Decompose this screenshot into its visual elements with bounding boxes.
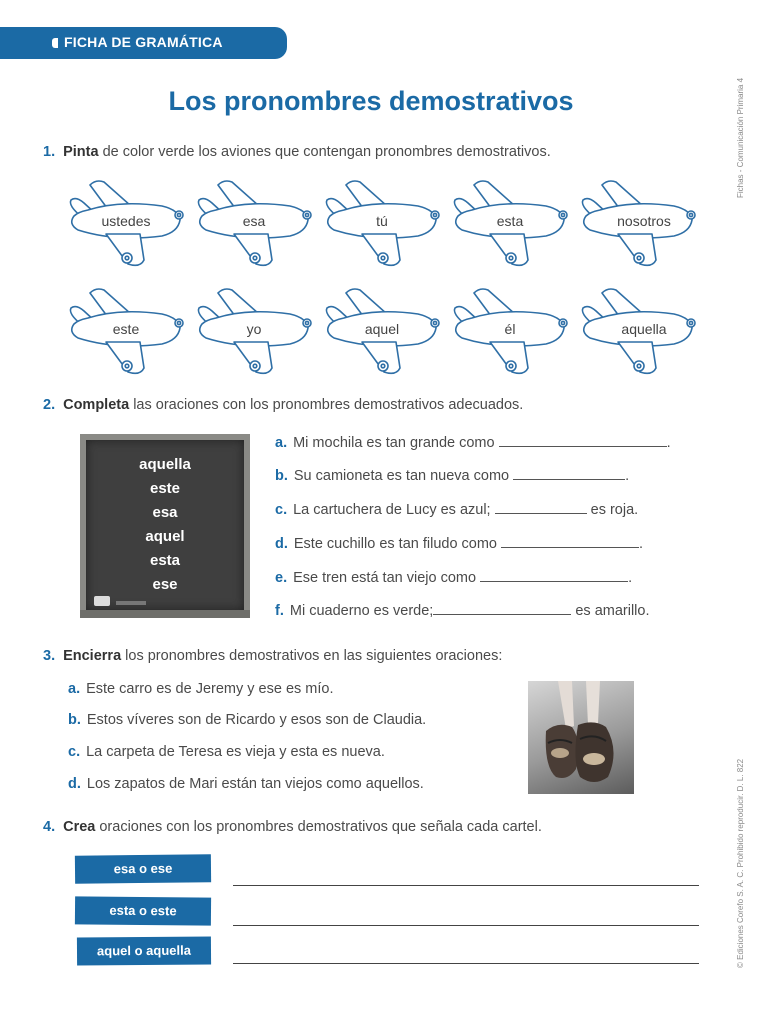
side-credit-top: Fichas - Comunicación Primaria 4 bbox=[736, 77, 745, 198]
airplane-word: aquella bbox=[621, 321, 667, 337]
sentence-text: Mi cuaderno es verde; bbox=[289, 603, 434, 619]
item-letter: f. bbox=[275, 603, 284, 619]
sentence-text[interactable]: Este carro es de Jeremy y ese es mío. bbox=[86, 681, 334, 697]
sentence-2e bbox=[275, 569, 632, 586]
sentence-end: . bbox=[639, 536, 644, 552]
item-letter: a. bbox=[275, 435, 288, 451]
airplane-word: él bbox=[504, 321, 516, 337]
airplane-word: este bbox=[112, 321, 140, 337]
question-text: las oraciones con los pronombres demostrativos adecuados. bbox=[129, 397, 524, 413]
sentence-text: La cartuchera de Lucy es azul; bbox=[293, 502, 491, 518]
chalkboard bbox=[80, 434, 250, 618]
airplane-word: nosotros bbox=[617, 213, 671, 229]
answer-blank[interactable] bbox=[433, 602, 571, 615]
chalkboard-surface bbox=[86, 440, 244, 610]
board-word: aquel bbox=[145, 528, 185, 545]
tab-marker-icon bbox=[52, 38, 58, 48]
board-word: este bbox=[149, 480, 181, 497]
sentence-text: Este cuchillo es tan filudo como bbox=[293, 536, 497, 552]
question-1 bbox=[43, 144, 551, 160]
airplane-word: aquel bbox=[364, 321, 400, 337]
answer-line[interactable] bbox=[233, 885, 699, 886]
airplane-word: yo bbox=[246, 321, 262, 337]
sign-esa-o-ese: esa o ese bbox=[75, 854, 211, 883]
sentence-2d bbox=[275, 535, 643, 552]
answer-blank[interactable] bbox=[513, 467, 625, 480]
sentence-text: Mi mochila es tan grande como bbox=[293, 435, 495, 451]
sentence-text: Ese tren está tan viejo como bbox=[293, 570, 477, 586]
section-tab bbox=[0, 27, 287, 59]
airplane-item[interactable] bbox=[578, 176, 698, 276]
board-word: esa bbox=[152, 504, 178, 521]
side-credit-bottom: © Ediciones Corefo S. A. C. Prohibido reproducir. D. L. 822 bbox=[736, 758, 745, 968]
item-letter: c. bbox=[275, 502, 288, 518]
item-letter: b. bbox=[68, 712, 81, 728]
answer-blank[interactable] bbox=[501, 535, 639, 548]
answer-line[interactable] bbox=[233, 925, 699, 926]
question-text: de color verde los aviones que contengan pronombres demostrativos. bbox=[98, 144, 551, 160]
question-text: oraciones con los pronombres demostrativos que señala cada cartel. bbox=[95, 819, 542, 835]
page-title: Los pronombres demostrativos bbox=[168, 86, 574, 116]
item-letter: d. bbox=[68, 776, 81, 792]
chalk-icon bbox=[116, 601, 146, 605]
sentence-text: Su camioneta es tan nueva como bbox=[293, 468, 510, 484]
answer-blank[interactable] bbox=[480, 569, 628, 582]
item-letter: e. bbox=[275, 570, 288, 586]
airplane-item[interactable] bbox=[194, 176, 314, 276]
sentence-end: es amarillo. bbox=[571, 603, 650, 619]
question-3 bbox=[43, 648, 502, 664]
question-number: 2. bbox=[43, 397, 56, 413]
sentence-end: . bbox=[628, 570, 633, 586]
sentence-end: . bbox=[625, 468, 630, 484]
question-verb: Encierra bbox=[63, 648, 122, 664]
item-letter: a. bbox=[68, 681, 81, 697]
answer-blank[interactable] bbox=[495, 501, 587, 514]
sign-esta-o-este: esta o este bbox=[75, 896, 211, 925]
airplane-item[interactable] bbox=[450, 284, 570, 384]
item-letter: d. bbox=[275, 536, 288, 552]
sentence-3c bbox=[68, 744, 385, 760]
sentence-2a bbox=[275, 434, 671, 451]
sentence-2b bbox=[275, 467, 629, 484]
question-number: 1. bbox=[43, 144, 56, 160]
question-verb: Pinta bbox=[63, 144, 99, 160]
board-word: esta bbox=[149, 552, 181, 569]
airplane-item[interactable] bbox=[66, 284, 186, 384]
shoes-photo bbox=[528, 681, 634, 794]
airplane-word: esta bbox=[496, 213, 524, 229]
airplane-item[interactable] bbox=[450, 176, 570, 276]
sentence-2c bbox=[275, 501, 638, 518]
board-word: aquella bbox=[139, 456, 191, 473]
board-word: ese bbox=[152, 576, 178, 593]
shoes-illustration bbox=[528, 681, 634, 794]
question-text: los pronombres demostrativos en las siguientes oraciones: bbox=[121, 648, 503, 664]
sentence-3d bbox=[68, 776, 424, 792]
airplane-item[interactable] bbox=[322, 176, 442, 276]
answer-line[interactable] bbox=[233, 963, 699, 964]
airplane-word: tú bbox=[376, 213, 388, 229]
airplane-word: ustedes bbox=[101, 213, 151, 229]
sentence-2f bbox=[275, 602, 650, 619]
sentence-3a bbox=[68, 681, 334, 697]
section-tab-label: FICHA DE GRAMÁTICA bbox=[64, 34, 223, 50]
question-number: 4. bbox=[43, 819, 56, 835]
sentence-end: . bbox=[666, 435, 671, 451]
question-number: 3. bbox=[43, 648, 56, 664]
sign-aquel-o-aquella: aquel o aquella bbox=[77, 937, 211, 966]
question-verb: Crea bbox=[63, 819, 96, 835]
airplane-item[interactable] bbox=[322, 284, 442, 384]
sentence-text[interactable]: Los zapatos de Mari están tan viejos como aquellos. bbox=[86, 776, 424, 792]
question-4 bbox=[43, 819, 542, 835]
answer-blank[interactable] bbox=[499, 434, 667, 447]
item-letter: b. bbox=[275, 468, 288, 484]
sentence-3b bbox=[68, 712, 426, 728]
sentence-text[interactable]: Estos víveres son de Ricardo y esos son de Claudia. bbox=[86, 712, 427, 728]
airplane-item[interactable] bbox=[66, 176, 186, 276]
chalkboard-tray bbox=[80, 610, 250, 618]
airplane-item[interactable] bbox=[578, 284, 698, 384]
airplane-word: esa bbox=[242, 213, 266, 229]
item-letter: c. bbox=[68, 744, 81, 760]
question-verb: Completa bbox=[63, 397, 130, 413]
airplane-item[interactable] bbox=[194, 284, 314, 384]
eraser-icon bbox=[94, 596, 110, 606]
question-2 bbox=[43, 397, 523, 413]
sentence-end: es roja. bbox=[586, 502, 639, 518]
sentence-text[interactable]: La carpeta de Teresa es vieja y esta es nueva. bbox=[86, 744, 385, 760]
